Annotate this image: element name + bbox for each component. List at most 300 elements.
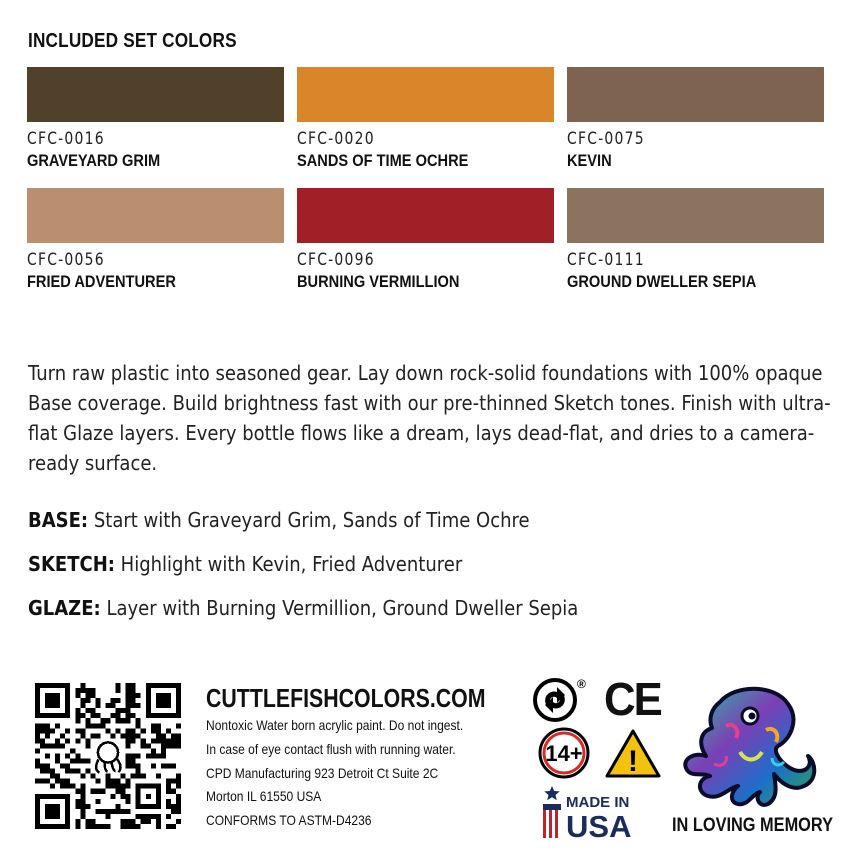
qr-module	[80, 789, 85, 794]
qr-module	[141, 814, 146, 819]
made-in-label: MADE IN	[566, 794, 630, 811]
qr-module	[35, 779, 40, 784]
qr-module	[100, 718, 105, 723]
qr-module	[176, 804, 181, 809]
qr-module	[75, 824, 80, 829]
qr-module	[75, 789, 80, 794]
qr-module	[166, 824, 171, 829]
website-link[interactable]: CUTTLEFISHCOLORS.COM	[206, 683, 486, 713]
qr-module	[151, 723, 156, 728]
qr-module	[95, 703, 100, 708]
qr-module	[75, 819, 80, 824]
qr-module	[95, 824, 100, 829]
qr-code[interactable]	[35, 683, 181, 829]
qr-module	[156, 819, 161, 824]
qr-module	[166, 743, 171, 748]
qr-module	[146, 743, 151, 748]
qr-module	[85, 804, 90, 809]
qr-module	[90, 789, 95, 794]
swatch-sands-of-time-ochre	[297, 67, 554, 171]
usa-label: USA	[566, 809, 632, 840]
swatch-fried-adventurer	[27, 188, 284, 292]
qr-module	[131, 713, 136, 718]
qr-module	[45, 753, 50, 758]
qr-module	[111, 809, 116, 814]
qr-module	[80, 794, 85, 799]
qr-module	[176, 819, 181, 824]
qr-module	[80, 814, 85, 819]
qr-module	[126, 733, 131, 738]
qr-module	[80, 698, 85, 703]
qr-module	[65, 764, 70, 769]
qr-module	[80, 688, 85, 693]
qr-module	[141, 738, 146, 743]
qr-module	[80, 774, 85, 779]
qr-module	[105, 728, 110, 733]
qr-module	[131, 733, 136, 738]
qr-module	[111, 713, 116, 718]
qr-module	[90, 824, 95, 829]
qr-module	[151, 764, 156, 769]
safety-line: Nontoxic Water born acrylic paint. Do not ingest.	[206, 717, 464, 733]
qr-module	[80, 759, 85, 764]
qr-module	[95, 733, 100, 738]
qr-module	[161, 753, 166, 758]
qr-module	[116, 789, 121, 794]
qr-module	[40, 764, 45, 769]
color-chip	[567, 67, 824, 122]
qr-module	[45, 769, 50, 774]
qr-module	[121, 774, 126, 779]
qr-module	[75, 728, 80, 733]
registered-mark: ®	[577, 677, 586, 691]
qr-module	[116, 804, 121, 809]
qr-module	[100, 824, 105, 829]
qr-module	[65, 769, 70, 774]
qr-module	[121, 718, 126, 723]
qr-module	[65, 753, 70, 758]
qr-module	[116, 708, 121, 713]
qr-module	[55, 774, 60, 779]
qr-module	[126, 764, 131, 769]
qr-module	[90, 723, 95, 728]
qr-module	[131, 698, 136, 703]
qr-module	[35, 759, 40, 764]
qr-module	[75, 799, 80, 804]
color-code: CFC-0111	[567, 250, 645, 270]
qr-module	[111, 698, 116, 703]
age-label: 14+	[545, 741, 583, 766]
usage-glaze	[28, 596, 578, 620]
qr-module	[85, 688, 90, 693]
qr-module	[146, 819, 151, 824]
qr-module	[166, 804, 171, 809]
qr-module	[95, 809, 100, 814]
qr-module	[95, 713, 100, 718]
qr-module	[35, 738, 40, 743]
qr-module	[156, 738, 161, 743]
color-chip	[27, 67, 284, 122]
qr-module	[60, 733, 65, 738]
safety-line: In case of eye contact flush with running water.	[206, 741, 456, 757]
qr-module	[85, 824, 90, 829]
swatch-graveyard-grim	[27, 67, 284, 171]
qr-module	[171, 789, 176, 794]
qr-module	[146, 753, 151, 758]
qr-module	[121, 784, 126, 789]
qr-module	[90, 688, 95, 693]
qr-module	[166, 764, 171, 769]
qr-module	[156, 733, 161, 738]
qr-module	[171, 733, 176, 738]
qr-module	[166, 784, 171, 789]
qr-module	[35, 764, 40, 769]
color-name: GRAVEYARD GRIM	[27, 151, 161, 170]
qr-module	[45, 779, 50, 784]
qr-module	[90, 708, 95, 713]
qr-module	[95, 789, 100, 794]
qr-module	[40, 769, 45, 774]
swatch-kevin	[567, 67, 824, 171]
qr-module	[116, 683, 121, 688]
qr-module	[126, 799, 131, 804]
qr-module	[131, 688, 136, 693]
qr-module	[40, 728, 45, 733]
product-description: Turn raw plastic into seasoned gear. Lay down rock-solid foundations with 100% opaque Base coverage. Build brightness fast with our pre-thinned Sketch tones. Finish with ultra-flat Glaze layers. Every bottle flows like a dream, lays dead-flat, and dries to a camera-ready surface.	[28, 361, 831, 475]
qr-module	[75, 753, 80, 758]
qr-module	[161, 733, 166, 738]
qr-module	[141, 774, 146, 779]
qr-module	[35, 723, 40, 728]
qr-module	[45, 733, 50, 738]
qr-module	[151, 748, 156, 753]
qr-module	[126, 693, 131, 698]
qr-module	[90, 693, 95, 698]
qr-module	[136, 723, 141, 728]
qr-module	[126, 759, 131, 764]
qr-module	[136, 693, 141, 698]
qr-module	[75, 759, 80, 764]
qr-module	[50, 728, 55, 733]
qr-module	[70, 769, 75, 774]
qr-module	[116, 779, 121, 784]
qr-module	[176, 743, 181, 748]
qr-module	[85, 819, 90, 824]
qr-module	[80, 784, 85, 789]
qr-module	[70, 784, 75, 789]
qr-module	[105, 718, 110, 723]
qr-module	[156, 824, 161, 829]
color-code: CFC-0020	[297, 129, 375, 149]
qr-module	[176, 784, 181, 789]
qr-module	[40, 723, 45, 728]
qr-module	[151, 814, 156, 819]
qr-module	[131, 693, 136, 698]
swatch-ground-dweller-sepia	[567, 188, 824, 292]
qr-module	[111, 703, 116, 708]
qr-module	[111, 794, 116, 799]
color-code: CFC-0096	[297, 250, 375, 270]
qr-module	[75, 708, 80, 713]
usage-text: Highlight with Kevin, Fried Adventurer	[114, 552, 463, 576]
qr-module	[131, 824, 136, 829]
qr-module	[161, 743, 166, 748]
qr-module	[100, 723, 105, 728]
qr-module	[65, 728, 70, 733]
qr-module	[95, 799, 100, 804]
qr-module	[161, 738, 166, 743]
qr-module	[100, 789, 105, 794]
qr-module	[126, 708, 131, 713]
qr-module	[131, 819, 136, 824]
qr-module	[126, 713, 131, 718]
qr-module	[85, 708, 90, 713]
manufacturer-address: CPD Manufacturing 923 Detroit Ct Suite 2C	[206, 765, 439, 781]
qr-module	[105, 779, 110, 784]
qr-module	[45, 723, 50, 728]
qr-module	[126, 779, 131, 784]
qr-module	[166, 779, 171, 784]
qr-module	[95, 779, 100, 784]
qr-module	[146, 814, 151, 819]
qr-module	[65, 779, 70, 784]
qr-module	[171, 824, 176, 829]
qr-module	[90, 713, 95, 718]
qr-module	[75, 693, 80, 698]
qr-module	[65, 738, 70, 743]
qr-module	[60, 784, 65, 789]
usage-base	[28, 508, 530, 532]
qr-module	[126, 728, 131, 733]
qr-module	[75, 804, 80, 809]
qr-module	[131, 774, 136, 779]
qr-module	[85, 723, 90, 728]
qr-module	[176, 779, 181, 784]
color-code: CFC-0075	[567, 129, 645, 149]
qr-module	[105, 809, 110, 814]
qr-module	[105, 774, 110, 779]
qr-module	[121, 733, 126, 738]
qr-module	[121, 824, 126, 829]
qr-module	[116, 713, 121, 718]
qr-module	[55, 738, 60, 743]
qr-module	[80, 703, 85, 708]
qr-module	[126, 688, 131, 693]
usage-sketch	[28, 552, 462, 576]
qr-module	[111, 784, 116, 789]
qr-module	[171, 743, 176, 748]
warning-triangle-icon	[604, 728, 662, 780]
qr-module	[105, 703, 110, 708]
qr-module	[136, 733, 141, 738]
swatch-grid	[27, 67, 825, 297]
qr-module	[95, 698, 100, 703]
qr-module	[75, 713, 80, 718]
qr-module	[166, 738, 171, 743]
qr-module	[111, 779, 116, 784]
qr-module	[116, 809, 121, 814]
qr-module	[95, 723, 100, 728]
qr-module	[126, 718, 131, 723]
qr-module	[75, 718, 80, 723]
qr-module	[136, 753, 141, 758]
qr-module	[126, 824, 131, 829]
qr-module	[116, 728, 121, 733]
qr-module	[156, 723, 161, 728]
qr-module	[105, 814, 110, 819]
qr-module	[65, 784, 70, 789]
color-code: CFC-0016	[27, 129, 105, 149]
swatch-burning-vermillion	[297, 188, 554, 292]
qr-module	[80, 728, 85, 733]
qr-module	[45, 728, 50, 733]
warning-exclamation: !	[628, 745, 638, 778]
qr-module	[60, 779, 65, 784]
qr-module	[161, 764, 166, 769]
qr-module	[126, 743, 131, 748]
color-chip	[297, 188, 554, 243]
ce-mark-icon: CE	[604, 673, 661, 725]
qr-module	[171, 764, 176, 769]
qr-module	[85, 743, 90, 748]
qr-module	[40, 738, 45, 743]
qr-module	[131, 759, 136, 764]
qr-module	[176, 809, 181, 814]
qr-module	[40, 779, 45, 784]
qr-module	[70, 759, 75, 764]
color-chip	[297, 67, 554, 122]
usage-text: Start with Graveyard Grim, Sands of Time Ochre	[88, 508, 530, 532]
qr-module	[126, 738, 131, 743]
qr-module	[171, 809, 176, 814]
qr-module	[50, 769, 55, 774]
qr-module	[126, 698, 131, 703]
qr-module	[121, 794, 126, 799]
qr-module	[141, 728, 146, 733]
qr-module	[40, 743, 45, 748]
qr-module	[60, 764, 65, 769]
color-name: SANDS OF TIME OCHRE	[297, 151, 469, 170]
qr-module	[45, 743, 50, 748]
qr-module	[171, 738, 176, 743]
color-chip	[567, 188, 824, 243]
qr-module	[116, 698, 121, 703]
recycle-icon	[533, 676, 589, 724]
qr-module	[90, 774, 95, 779]
qr-module	[75, 688, 80, 693]
qr-module	[105, 784, 110, 789]
qr-module	[156, 728, 161, 733]
qr-module	[80, 713, 85, 718]
qr-module	[136, 764, 141, 769]
qr-module	[176, 733, 181, 738]
age-14-plus-icon	[536, 725, 592, 781]
qr-module	[85, 759, 90, 764]
usage-text: Layer with Burning Vermillion, Ground Dweller Sepia	[100, 596, 579, 620]
qr-module	[126, 809, 131, 814]
qr-module	[116, 784, 121, 789]
qr-module	[60, 743, 65, 748]
qr-module	[136, 774, 141, 779]
qr-module	[55, 779, 60, 784]
qr-module	[35, 733, 40, 738]
qr-module	[80, 733, 85, 738]
qr-module	[50, 743, 55, 748]
qr-module	[176, 738, 181, 743]
qr-module	[176, 799, 181, 804]
qr-module	[126, 794, 131, 799]
color-name: KEVIN	[567, 151, 612, 170]
set-colors-title: INCLUDED SET COLORS	[28, 30, 237, 52]
qr-module	[131, 738, 136, 743]
qr-module	[136, 824, 141, 829]
qr-module	[35, 748, 40, 753]
qr-module	[131, 728, 136, 733]
qr-module	[90, 733, 95, 738]
usage-label: SKETCH:	[28, 552, 115, 576]
qr-module	[141, 743, 146, 748]
qr-module	[131, 764, 136, 769]
qr-module	[126, 753, 131, 758]
usage-label: GLAZE:	[28, 596, 101, 620]
qr-module	[116, 718, 121, 723]
qr-module	[105, 824, 110, 829]
qr-module	[141, 819, 146, 824]
qr-module	[111, 733, 116, 738]
qr-module	[100, 809, 105, 814]
qr-module	[85, 698, 90, 703]
qr-module	[166, 789, 171, 794]
qr-module	[75, 738, 80, 743]
qr-module	[126, 703, 131, 708]
qr-module	[131, 703, 136, 708]
qr-module	[136, 769, 141, 774]
qr-module	[55, 759, 60, 764]
qr-module	[126, 784, 131, 789]
qr-module	[166, 799, 171, 804]
qr-module	[55, 753, 60, 758]
qr-module	[85, 769, 90, 774]
qr-module	[121, 819, 126, 824]
qr-module	[90, 819, 95, 824]
qr-module	[151, 738, 156, 743]
qr-module	[176, 794, 181, 799]
qr-module	[121, 708, 126, 713]
qr-module	[50, 784, 55, 789]
qr-module	[136, 703, 141, 708]
qr-module	[50, 774, 55, 779]
usage-label: BASE:	[28, 508, 89, 532]
qr-module	[80, 809, 85, 814]
qr-module	[171, 779, 176, 784]
qr-module	[151, 728, 156, 733]
color-chip	[27, 188, 284, 243]
qr-module	[75, 769, 80, 774]
qr-module	[136, 814, 141, 819]
qr-module	[80, 683, 85, 688]
qr-module	[161, 748, 166, 753]
qr-module	[136, 718, 141, 723]
color-name: GROUND DWELLER SEPIA	[567, 272, 757, 291]
qr-module	[55, 723, 60, 728]
qr-module	[85, 718, 90, 723]
qr-module	[131, 753, 136, 758]
qr-module	[85, 693, 90, 698]
manufacturer-city: Morton IL 61550 USA	[206, 788, 322, 804]
color-name: FRIED ADVENTURER	[27, 272, 176, 291]
qr-module	[70, 748, 75, 753]
qr-module	[156, 753, 161, 758]
